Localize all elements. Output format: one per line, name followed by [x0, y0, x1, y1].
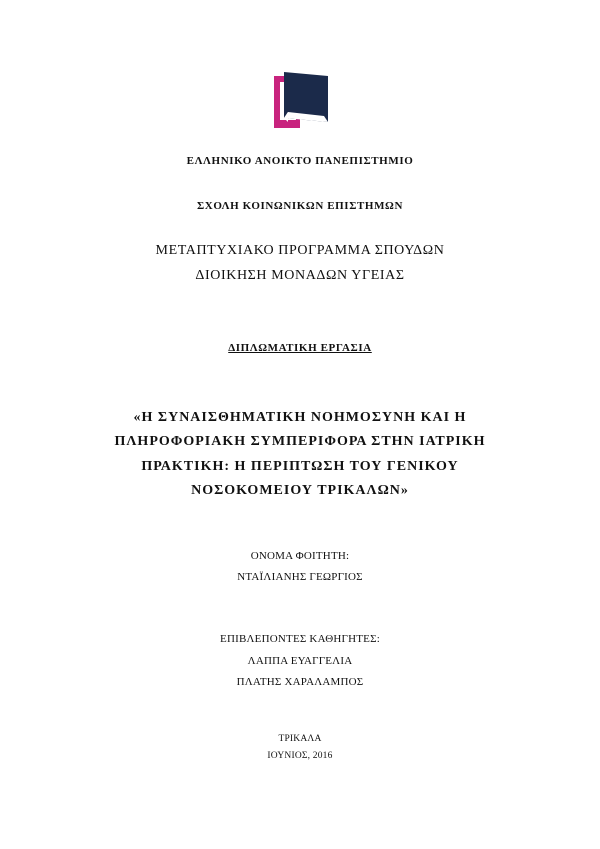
- thesis-title-line-1: «Η ΣΥΝΑΙΣΘΗΜΑΤΙΚΗ ΝΟΗΜΟΣΥΝΗ ΚΑΙ Η: [133, 410, 467, 425]
- thesis-title-line-3: ΠΡΑΚΤΙΚΗ: Η ΠΕΡΙΠΤΩΣΗ ΤΟΥ ΓΕΝΙΚΟΥ: [141, 459, 459, 474]
- supervisors-label: ΕΠΙΒΛΕΠΟΝΤΕΣ ΚΑΘΗΓΗΤΕΣ:: [220, 633, 380, 645]
- thesis-title-line-4: ΝΟΣΟΚΟΜΕΙΟΥ ΤΡΙΚΑΛΩΝ»: [191, 483, 409, 498]
- thesis-title-line-2: ΠΛΗΡΟΦΟΡΙΑΚΗ ΣΥΜΠΕΡΙΦΟΡΑ ΣΤΗΝ ΙΑΤΡΙΚΗ: [114, 434, 486, 449]
- university-name: ΕΛΛΗΝΙΚΟ ΑΝΟΙΚΤΟ ΠΑΝΕΠΙΣΤΗΜΙΟ: [186, 155, 414, 167]
- date: ΙΟΥΝΙΟΣ, 2016: [267, 751, 333, 761]
- thesis-label: ΔΙΠΛΩΜΑΤΙΚΗ ΕΡΓΑΣΙΑ: [228, 342, 372, 354]
- school-name: ΣΧΟΛΗ ΚΟΙΝΩΝΙΚΩΝ ΕΠΙΣΤΗΜΩΝ: [196, 200, 404, 212]
- supervisor-name-2: ΠΛΑΤΗΣ ΧΑΡΑΛΑΜΠΟΣ: [236, 676, 364, 688]
- program-line-1: ΜΕΤΑΠΤΥΧΙΑΚΟ ΠΡΟΓΡΑΜΜΑ ΣΠΟΥΔΩΝ: [155, 243, 445, 258]
- student-label: ΟΝΟΜΑ ΦΟΙΤΗΤΗ:: [250, 550, 350, 562]
- student-name: ΝΤΑΪΛΙΑΝΗΣ ΓΕΩΡΓΙΟΣ: [237, 571, 363, 583]
- supervisor-name-1: ΛΑΠΠΑ ΕΥΑΓΓΕΛΙΑ: [247, 655, 353, 667]
- place: ΤΡΙΚΑΛΑ: [278, 734, 322, 744]
- university-logo-icon: [274, 72, 328, 128]
- program-line-2: ΔΙΟΙΚΗΣΗ ΜΟΝΑΔΩΝ ΥΓΕΙΑΣ: [195, 268, 405, 283]
